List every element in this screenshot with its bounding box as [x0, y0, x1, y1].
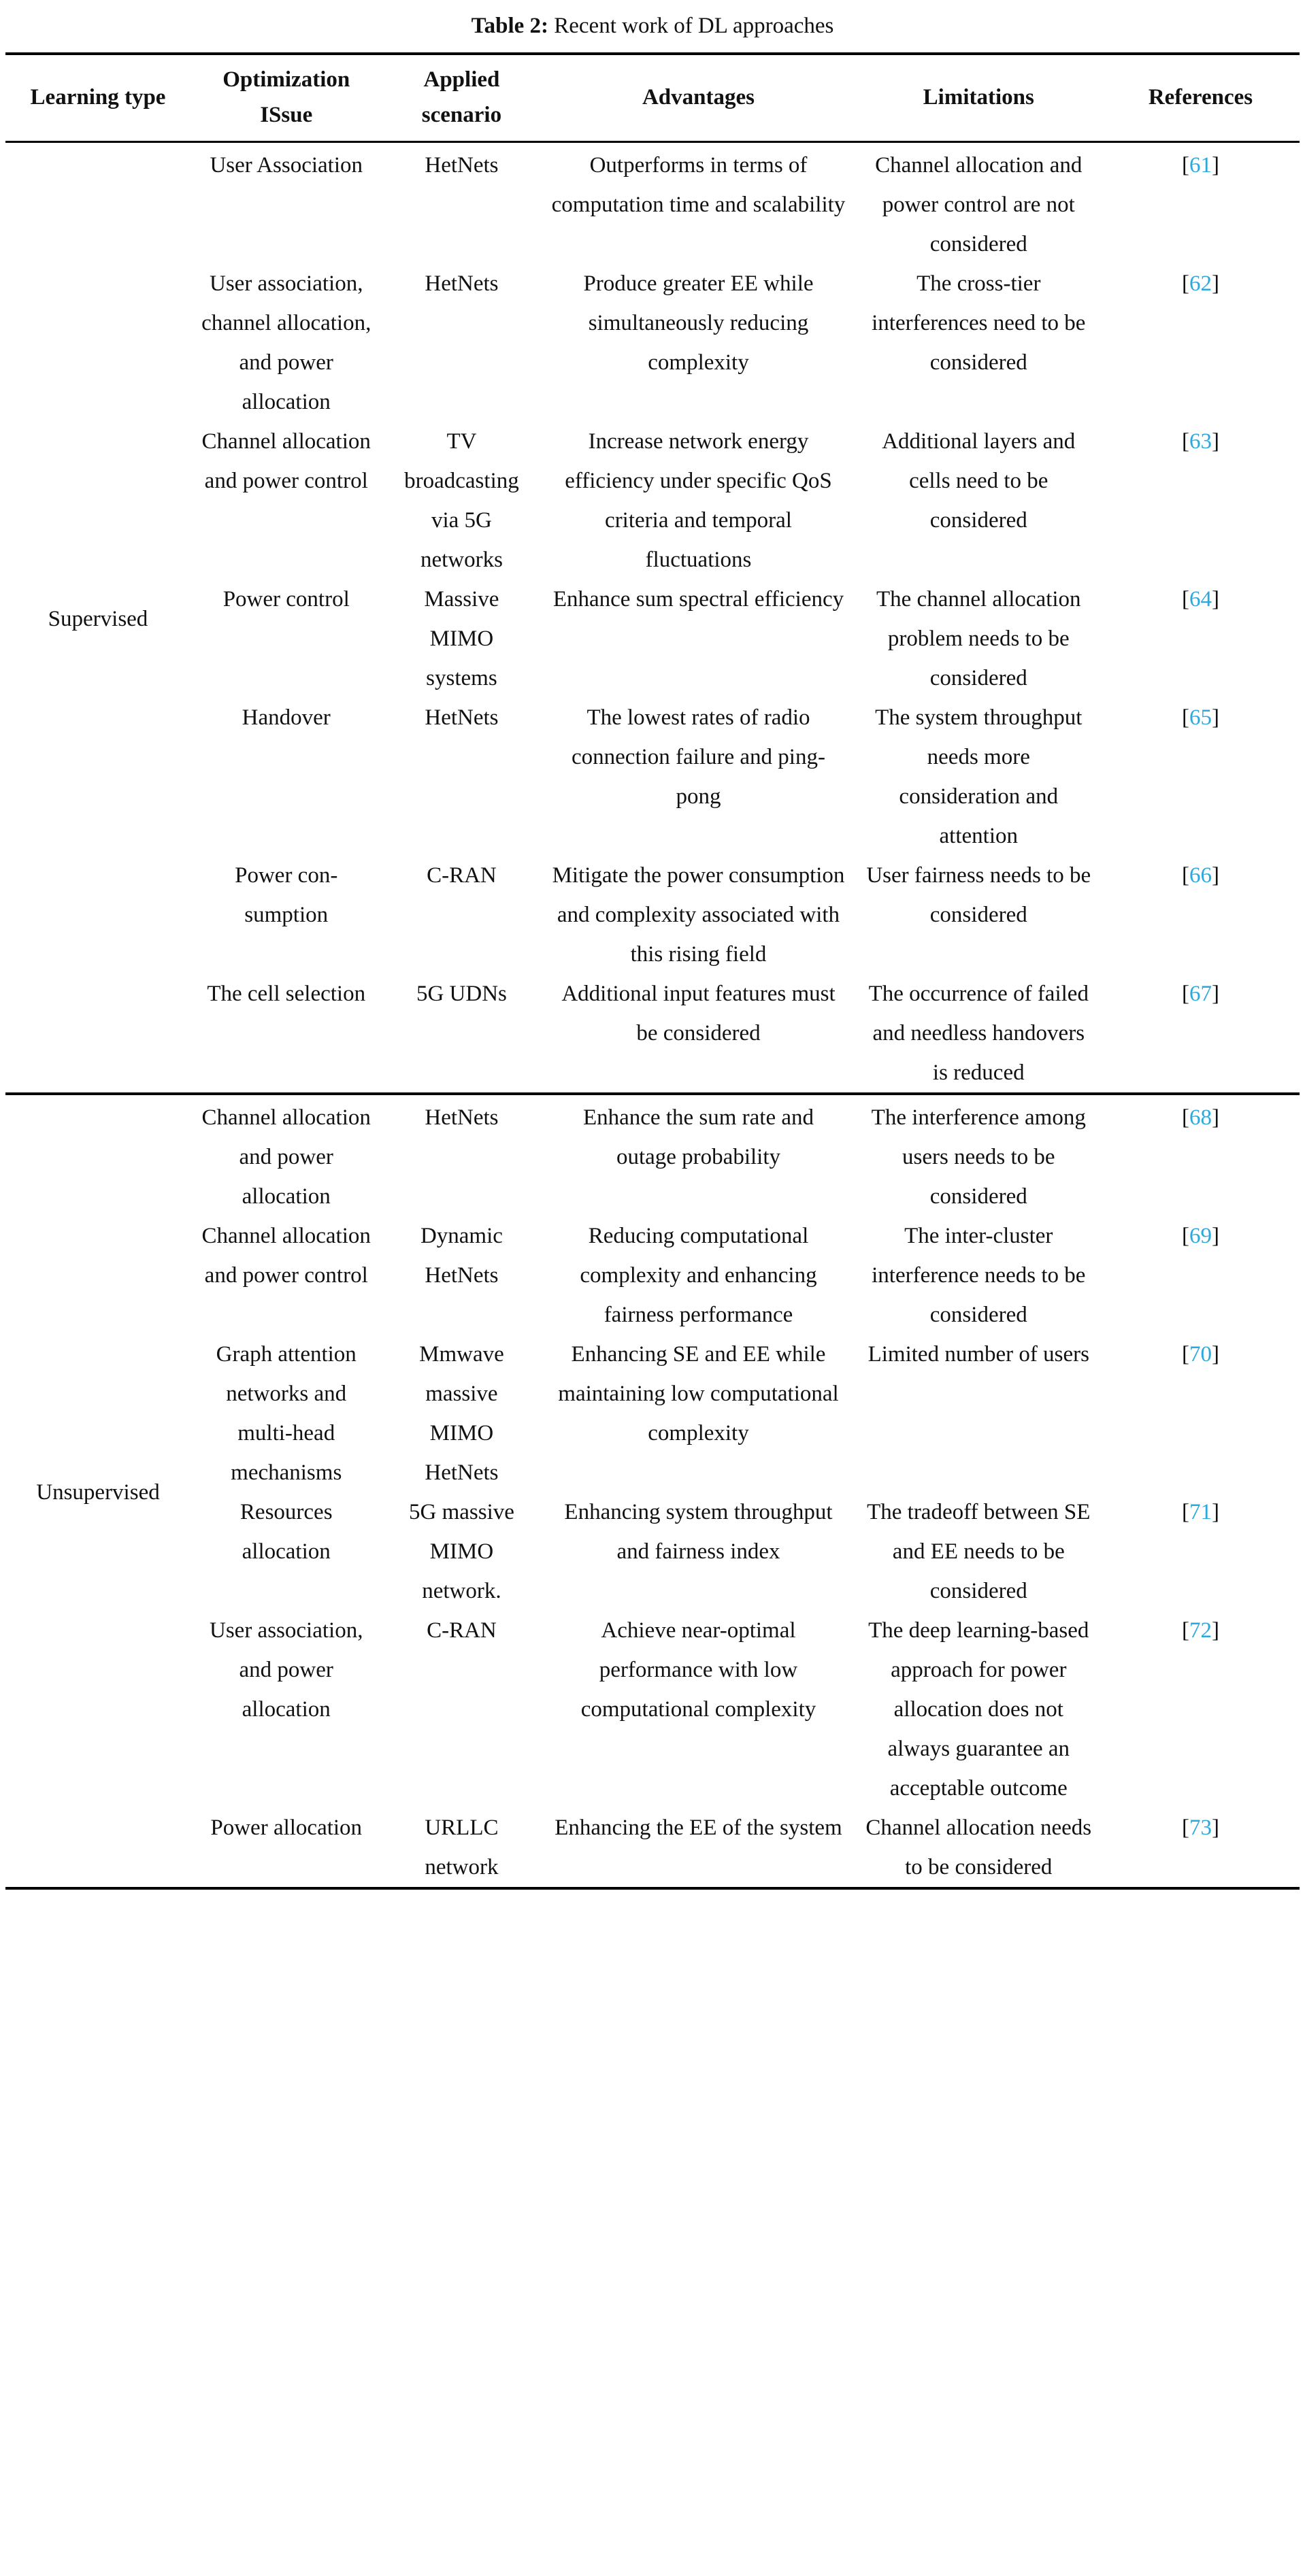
reference-link[interactable]: 63 — [1189, 429, 1212, 454]
limitations-cell: Channel allocation and power control are not considered — [875, 152, 1083, 256]
reference-cell: [73] — [1181, 1815, 1219, 1840]
reference-cell: [71] — [1181, 1499, 1219, 1524]
optimization-issue-cell: Channel allocation and power control — [201, 1223, 371, 1288]
reference-cell: [65] — [1181, 705, 1219, 730]
optimization-issue-cell: User association, channel allocation, and power allocation — [201, 271, 371, 414]
advantages-cell: Enhance the sum rate and outage probability — [582, 1105, 814, 1169]
table-row — [5, 698, 1300, 856]
limitations-cell: The channel allocation problem needs to be considered — [876, 586, 1081, 690]
reference-cell: [67] — [1181, 981, 1219, 1006]
optimization-issue-cell: Resources allocation — [239, 1499, 333, 1564]
limitations-cell: The inter-cluster interference needs to be considered — [872, 1223, 1086, 1327]
optimization-issue-cell: Graph attention networks and multi-head mechanisms — [216, 1341, 357, 1485]
reference-cell: [64] — [1181, 586, 1219, 612]
reference-link[interactable]: 65 — [1189, 705, 1212, 730]
table-header — [5, 54, 1300, 142]
reference-link[interactable]: 72 — [1189, 1618, 1212, 1643]
group-supervised — [5, 141, 1300, 1094]
table-row — [5, 1094, 1300, 1216]
optimization-issue-cell: Power allocation — [210, 1815, 363, 1840]
advantages-cell: Enhancing the EE of the system — [555, 1815, 842, 1840]
reference-link[interactable]: 64 — [1189, 586, 1212, 612]
applied-scenario-cell: Massive MIMO systems — [424, 586, 499, 690]
table-row — [5, 1808, 1300, 1888]
reference-cell: [68] — [1181, 1105, 1219, 1130]
optimization-issue-cell: Handover — [242, 705, 331, 730]
table-row — [5, 264, 1300, 422]
table-row — [5, 422, 1300, 580]
reference-cell: [72] — [1181, 1618, 1219, 1643]
dl-approaches-table — [5, 52, 1300, 1890]
optimization-issue-cell: Power con- sumption — [235, 863, 338, 927]
applied-scenario-cell: 5G massive MIMO network. — [408, 1499, 514, 1603]
reference-link[interactable]: 61 — [1189, 152, 1212, 178]
limitations-cell: The cross-tier interferences need to be considered — [872, 271, 1086, 375]
table-row — [5, 1492, 1300, 1611]
reference-link[interactable]: 71 — [1189, 1499, 1212, 1524]
applied-scenario-cell: Dynamic HetNets — [420, 1223, 503, 1288]
applied-scenario-cell: HetNets — [425, 705, 499, 730]
table-row — [5, 974, 1300, 1094]
applied-scenario-cell: 5G UDNs — [416, 981, 507, 1006]
applied-scenario-cell: Mmwave massive MIMO HetNets — [419, 1341, 504, 1485]
table-row — [5, 1335, 1300, 1492]
optimization-issue-cell: The cell selection — [207, 981, 366, 1006]
col-header-references: References — [1148, 84, 1253, 110]
table-caption — [5, 11, 1300, 41]
limitations-cell: The deep learning-based approach for power allocation does not always guarantee an acceptable outcome — [868, 1618, 1089, 1801]
reference-cell: [66] — [1181, 863, 1219, 888]
limitations-cell: The occurrence of failed and needless handovers is reduced — [868, 981, 1089, 1085]
learning-type-cell: Supervised — [48, 606, 148, 631]
col-header-limitations: Limitations — [923, 84, 1034, 110]
reference-link[interactable]: 69 — [1189, 1223, 1212, 1248]
advantages-cell: Mitigate the power consumption and complexity associated with this rising field — [552, 863, 845, 967]
advantages-cell: Outperforms in terms of computation time and scalability — [551, 152, 846, 217]
reference-cell: [62] — [1181, 271, 1219, 296]
optimization-issue-cell: Power control — [222, 586, 350, 612]
reference-link[interactable]: 66 — [1189, 863, 1212, 888]
advantages-cell: Achieve near-optimal performance with low computational complexity — [580, 1618, 816, 1722]
table-row — [5, 580, 1300, 698]
col-header-advantages: Advantages — [642, 84, 755, 110]
advantages-cell: Enhancing SE and EE while maintaining low computational complexity — [558, 1341, 839, 1445]
applied-scenario-cell: HetNets — [425, 152, 499, 178]
advantages-cell: Produce greater EE while simultaneously reducing complexity — [583, 271, 814, 375]
limitations-cell: The system throughput needs more consideration and attention — [875, 705, 1083, 848]
applied-scenario-cell: C-RAN — [427, 863, 497, 888]
advantages-cell: The lowest rates of radio connection failure and ping-pong — [572, 705, 825, 809]
applied-scenario-cell: TV broadcasting via 5G networks — [404, 429, 519, 572]
advantages-cell: Reducing computational complexity and enhancing fairness performance — [580, 1223, 817, 1327]
learning-type-cell: Unsupervised — [36, 1479, 160, 1505]
table-caption-title: Recent work of DL approaches — [554, 14, 834, 38]
reference-link[interactable]: 67 — [1189, 981, 1212, 1006]
reference-link[interactable]: 73 — [1189, 1815, 1212, 1840]
optimization-issue-cell: Channel allocation and power allocation — [201, 1105, 371, 1209]
optimization-issue-cell: User Association — [210, 152, 363, 178]
col-header-optimization-issue: Optimization ISsue — [222, 67, 350, 127]
group-unsupervised — [5, 1094, 1300, 1888]
col-header-learning-type: Learning type — [30, 84, 166, 110]
applied-scenario-cell: C-RAN — [427, 1618, 497, 1643]
optimization-issue-cell: Channel allocation and power control — [201, 429, 371, 493]
applied-scenario-cell: URLLC network — [425, 1815, 499, 1879]
col-header-applied-scenario: Applied scenario — [421, 67, 502, 127]
table-caption-label: Table 2: — [471, 14, 548, 38]
limitations-cell: User fairness needs to be considered — [866, 863, 1091, 927]
limitations-cell: Limited number of users — [868, 1341, 1089, 1367]
reference-link[interactable]: 70 — [1189, 1341, 1212, 1367]
optimization-issue-cell: User association, and power allocation — [210, 1618, 363, 1722]
reference-cell: [63] — [1181, 429, 1219, 454]
reference-link[interactable]: 68 — [1189, 1105, 1212, 1130]
table-row — [5, 856, 1300, 974]
header-row — [5, 54, 1300, 142]
advantages-cell: Additional input features must be considered — [561, 981, 836, 1046]
reference-link[interactable]: 62 — [1189, 271, 1212, 296]
reference-cell: [61] — [1181, 152, 1219, 178]
reference-cell: [70] — [1181, 1341, 1219, 1367]
advantages-cell: Enhance sum spectral efficiency — [552, 586, 844, 612]
table-row — [5, 1611, 1300, 1808]
limitations-cell: The tradeoff between SE and EE needs to be considered — [867, 1499, 1091, 1603]
advantages-cell: Increase network energy efficiency under specific QoS criteria and temporal fluctuations — [565, 429, 832, 572]
reference-cell: [69] — [1181, 1223, 1219, 1248]
limitations-cell: Additional layers and cells need to be considered — [882, 429, 1076, 533]
limitations-cell: Channel allocation needs to be considered — [865, 1815, 1092, 1879]
table-row — [5, 141, 1300, 264]
table-row — [5, 1216, 1300, 1335]
limitations-cell: The interference among users needs to be considered — [871, 1105, 1086, 1209]
applied-scenario-cell: HetNets — [425, 1105, 499, 1130]
advantages-cell: Enhancing system throughput and fairness index — [564, 1499, 833, 1564]
applied-scenario-cell: HetNets — [425, 271, 499, 296]
